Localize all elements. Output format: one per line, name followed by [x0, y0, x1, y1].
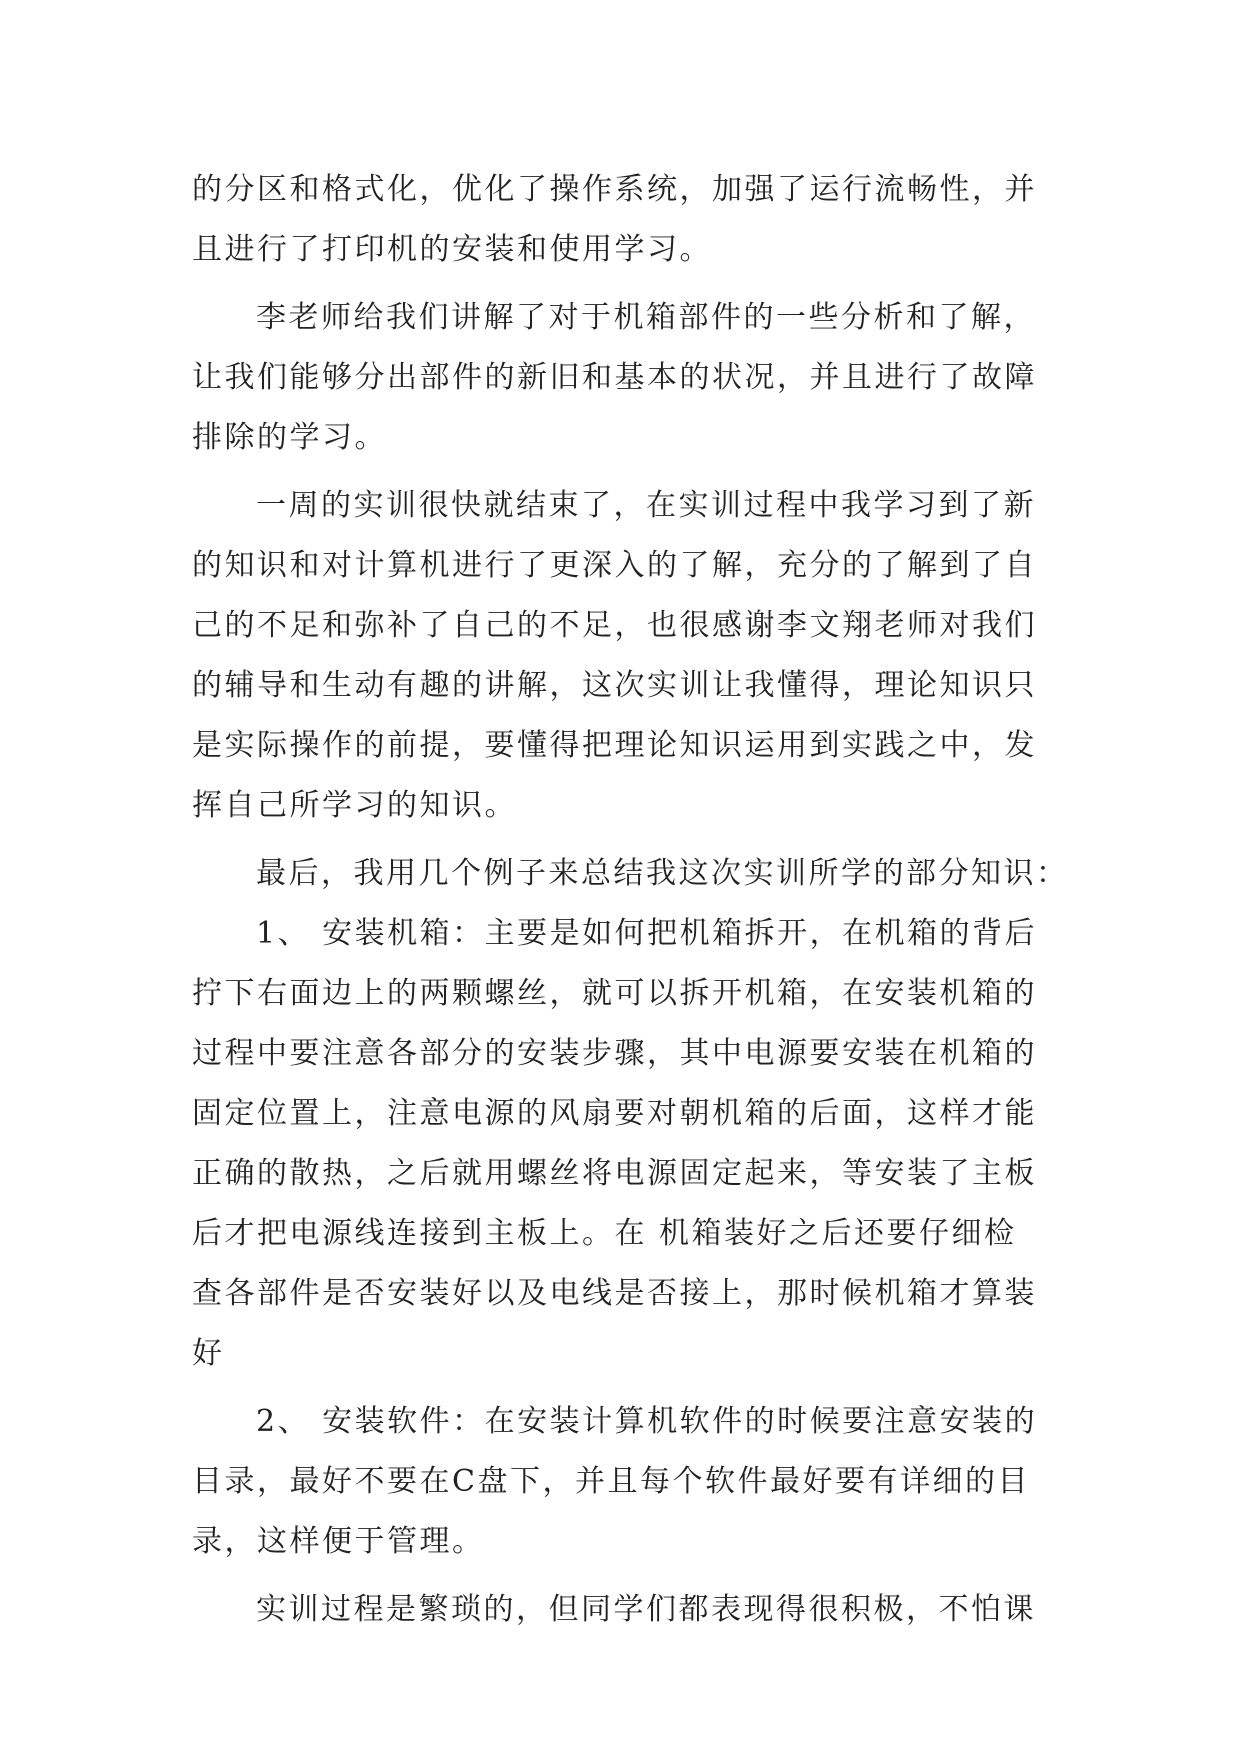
text-line: 录，这样便于管理。 — [192, 1524, 485, 1559]
text-line: 一周的实训很快就结束了，在实训过程中我学习到了新 — [256, 488, 1036, 523]
paragraph-gap — [192, 836, 1052, 844]
text-line: 挥自己所学习的知识。 — [192, 788, 517, 823]
text-line: 1、 安装机箱：主要是如何把机箱拆开，在机箱的背后 — [256, 916, 1038, 951]
text-line: 过程中要注意各部分的安装步骤，其中电源要安装在机箱的 — [192, 1036, 1037, 1071]
paragraph-gap — [192, 468, 1052, 476]
text-line: 目录，最好不要在C盘下，并且每个软件最好要有详细的目 — [192, 1464, 1030, 1499]
text-line: 固定位置上，注意电源的风扇要对朝机箱的后面，这样才能 — [192, 1096, 1037, 1131]
paragraph-gap — [192, 280, 1052, 288]
text-line: 的辅导和生动有趣的讲解，这次实训让我懂得，理论知识只 — [192, 668, 1037, 703]
text-line: 的知识和对计算机进行了更深入的了解，充分的了解到了自 — [192, 548, 1037, 583]
text-line: 拧下右面边上的两颗螺丝，就可以拆开机箱，在安装机箱的 — [192, 976, 1037, 1011]
text-line: 2、 安装软件：在安装计算机软件的时候要注意安装的 — [256, 1404, 1038, 1439]
text-line: 李老师给我们讲解了对于机箱部件的一些分析和了解， — [256, 300, 1036, 335]
text-line: 实训过程是繁琐的，但同学们都表现得很积极，不怕课 — [256, 1592, 1036, 1627]
text-line: 是实际操作的前提，要懂得把理论知识运用到实践之中，发 — [192, 728, 1037, 763]
text-line: 且进行了打印机的安装和使用学习。 — [192, 232, 712, 267]
text-line: 的分区和格式化，优化了操作系统，加强了运行流畅性，并 — [192, 172, 1037, 207]
text-line: 后才把电源线连接到主板上。在 机箱装好之后还要仔细检 — [192, 1216, 1017, 1251]
document-body — [192, 160, 1069, 1640]
paragraph-gap — [192, 1384, 1052, 1392]
paragraph-gap — [192, 1572, 1052, 1580]
text-line: 排除的学习。 — [192, 420, 387, 455]
text-line: 正确的散热，之后就用螺丝将电源固定起来，等安装了主板 — [192, 1156, 1037, 1191]
text-line: 查各部件是否安装好以及电线是否接上，那时候机箱才算装 — [192, 1276, 1037, 1311]
text-line: 己的不足和弥补了自己的不足，也很感谢李文翔老师对我们 — [192, 608, 1037, 643]
text-line: 好 — [192, 1336, 225, 1371]
text-line: 让我们能够分出部件的新旧和基本的状况，并且进行了故障 — [192, 360, 1037, 395]
text-line: 最后，我用几个例子来总结我这次实训所学的部分知识： — [256, 856, 1069, 891]
